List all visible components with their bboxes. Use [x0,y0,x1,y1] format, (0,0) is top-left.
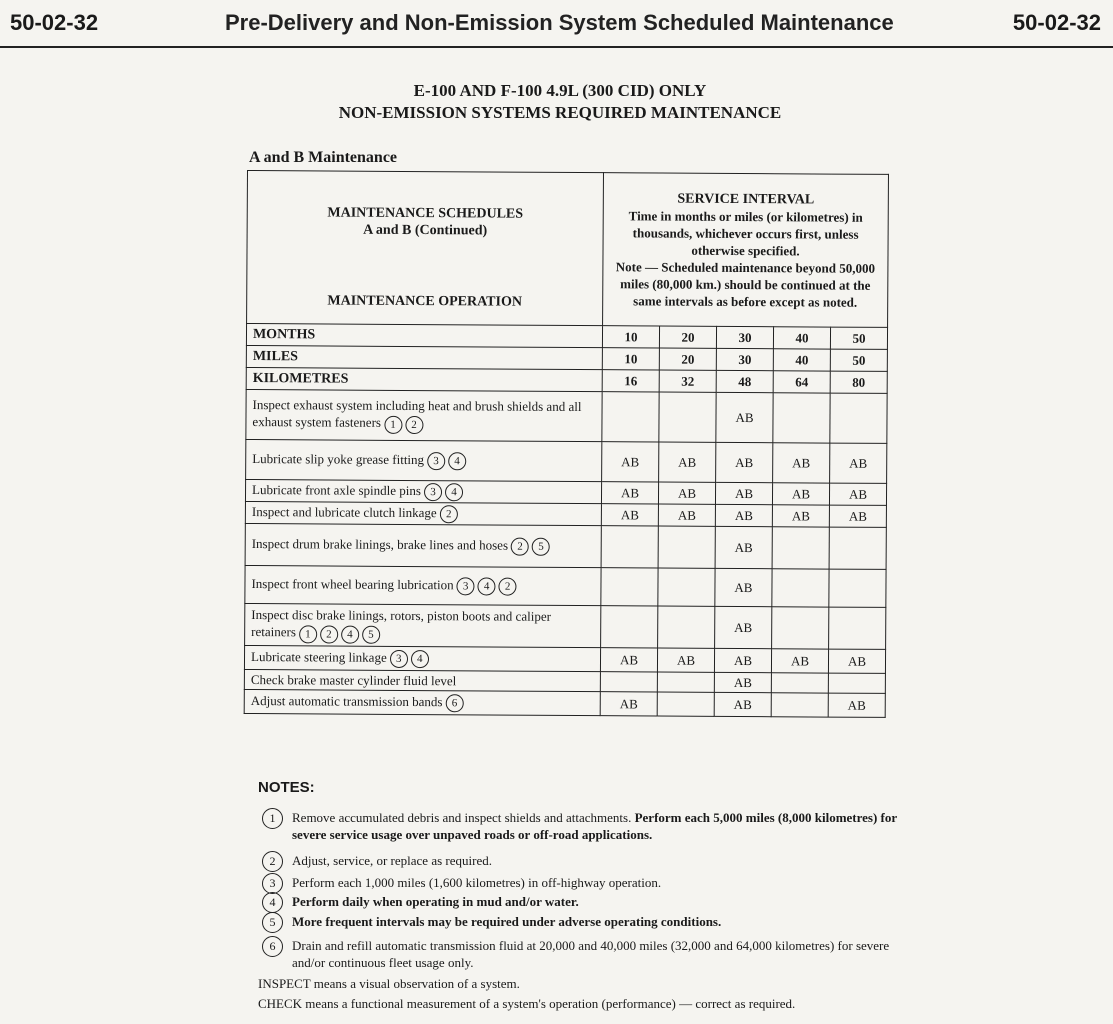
inspect-definition: INSPECT means a visual observation of a system. [258,976,520,991]
unit-value: 40 [773,327,830,349]
interval-cell: AB [772,483,829,505]
interval-cell: AB [602,442,659,482]
maintenance-table [244,170,889,718]
note-text-block [292,937,902,971]
note-ref: 4 [411,650,429,668]
note-bold-text: Perform daily when operating in mud and/or water. [292,894,579,909]
note-number: 4 [262,892,283,913]
table-row [244,689,885,717]
note-number: 2 [262,851,283,872]
interval-cell: AB [715,568,772,606]
unit-value: 40 [773,349,830,371]
page-header-title: Pre-Delivery and Non-Emission System Scheduled Maintenance [225,10,894,35]
operation-text: Inspect disc brake linings, rotors, piston boots and caliper retainers [251,607,551,640]
unit-label: MONTHS [246,324,602,348]
note-text: Remove accumulated debris and inspect shields and attachments. [292,810,632,825]
interval-cell: AB [715,504,772,526]
note-ref: 5 [362,625,380,643]
operation-text: Inspect front wheel bearing lubrication [251,576,454,593]
interval-cell: AB [828,649,885,673]
interval-cell: AB [828,693,885,717]
table-row [246,439,887,483]
note-number: 3 [262,873,283,894]
interval-cell: AB [714,672,771,692]
interval-cell: AB [600,648,657,672]
operation-cell [245,501,601,525]
unit-value: 48 [716,370,773,392]
operation-cell [245,479,601,503]
unit-value: 80 [830,371,887,393]
interval-cell [601,526,658,568]
interval-cell [772,569,829,607]
notes-heading: NOTES: [258,779,315,796]
document-title-line1: E-100 AND F-100 4.9L (300 CID) ONLY [413,81,707,100]
operation-cell [244,689,600,715]
table-row [245,565,886,607]
section-title: A and B Maintenance [249,149,398,166]
note-number: 1 [262,808,283,829]
interval-cell [829,607,886,649]
operation-cell [245,603,601,647]
interval-cell [601,606,658,648]
operation-cell [245,523,601,567]
interval-cell [771,693,828,717]
operation-text: Adjust automatic transmission bands [250,693,443,710]
service-interval-title: SERVICE INTERVAL [677,191,815,207]
operation-title: MAINTENANCE OPERATION [327,293,523,310]
note-ref: 1 [384,415,402,433]
interval-cell: AB [829,483,886,505]
schedules-title-block [248,204,603,240]
operation-cell [244,645,600,671]
service-interval-header [603,173,889,328]
interval-cell: AB [601,504,658,526]
document-title-line2: NON-EMISSION SYSTEMS REQUIRED MAINTENANCE [338,103,782,122]
unit-value: 10 [602,348,659,370]
note-text-block [292,874,902,891]
note-text: Drain and refill automatic transmission fluid at 20,000 and 40,000 miles (32,000 and 64,000 kilometres) for severe and/or continuous fleet usage only. [292,938,890,970]
service-interval-note: Note — Scheduled maintenance beyond 50,000 miles (80,000 km.) should be continued at the same intervals as before except as noted. [615,258,876,310]
interval-cell: AB [772,505,829,527]
interval-cell: AB [658,482,715,504]
operation-text: Lubricate steering linkage [250,649,387,665]
note-text: Perform each 1,000 miles (1,600 kilometres) in off-highway operation. [292,875,662,890]
unit-value: 50 [830,349,887,371]
page-number-right: 50-02-32 [1012,10,1101,35]
note-ref: 2 [405,415,423,433]
interval-cell [772,607,829,649]
interval-cell [658,526,715,568]
unit-value: 20 [659,326,716,348]
note-text-block [292,852,902,869]
interval-cell: AB [715,526,772,568]
interval-cell [829,569,886,607]
interval-cell [658,568,715,606]
interval-cell [657,692,714,716]
page-number-left: 50-02-32 [10,10,99,35]
note-ref: 2 [511,538,529,556]
note-text-block [292,893,902,910]
note-ref: 2 [499,578,517,596]
operation-text: Lubricate slip yoke grease fitting [252,451,425,468]
note-ref: 4 [445,483,463,501]
schedules-title: MAINTENANCE SCHEDULES [327,205,524,222]
note-ref: 6 [445,694,463,712]
note-number: 6 [262,936,283,957]
operation-cell [246,439,602,481]
unit-value: 50 [830,327,887,349]
interval-cell: AB [716,392,773,442]
unit-value: 20 [659,348,716,370]
note-ref: 2 [440,505,458,523]
interval-cell [657,672,714,692]
interval-cell: AB [773,443,830,483]
operation-text: Check brake master cylinder fluid level [250,672,457,689]
note-ref: 4 [448,452,466,470]
interval-cell [601,568,658,606]
unit-value: 16 [602,370,659,392]
note-ref: 3 [427,452,445,470]
unit-value: 10 [602,326,659,348]
table-row [245,523,886,569]
interval-cell: AB [657,648,714,672]
interval-cell [772,527,829,569]
interval-cell: AB [715,606,772,648]
interval-cell [773,393,830,443]
note-ref: 4 [341,625,359,643]
unit-value: 32 [659,370,716,392]
interval-cell [829,527,886,569]
unit-value: 30 [716,348,773,370]
note-text-block [292,809,902,843]
interval-cell [771,673,828,693]
interval-cell [602,392,659,442]
interval-cell: AB [658,504,715,526]
check-definition: CHECK means a functional measurement of a system's operation (performance) — correct as required. [258,996,796,1011]
operation-cell [245,565,601,605]
note-ref: 2 [320,625,338,643]
interval-cell [830,393,887,443]
unit-label: MILES [246,345,602,369]
interval-cell: AB [715,482,772,504]
note-ref: 3 [457,577,475,595]
note-bold-text: More frequent intervals may be required under adverse operating conditions. [292,914,722,929]
interval-cell: AB [714,648,771,672]
table-row [246,389,887,443]
note-number: 5 [262,912,283,933]
interval-cell: AB [714,692,771,716]
interval-cell [600,672,657,692]
note-ref: 3 [424,483,442,501]
note-text-block [292,913,902,930]
operation-cell [246,389,602,441]
interval-cell: AB [601,482,658,504]
unit-value: 30 [716,326,773,348]
operation-text: Inspect and lubricate clutch linkage [251,504,437,521]
unit-value: 64 [773,371,830,393]
note-text: Adjust, service, or replace as required. [292,853,492,868]
interval-cell: AB [659,442,716,482]
note-ref: 4 [478,577,496,595]
note-ref: 5 [532,538,550,556]
operation-cell [244,669,600,691]
document-title [250,80,870,124]
note-ref: 1 [299,625,317,643]
table-row [245,603,886,649]
schedules-header-cell [247,171,604,326]
operation-text: Inspect exhaust system including heat and brush shields and all exhaust system fasteners [252,397,582,431]
interval-cell [828,673,885,693]
interval-cell [658,606,715,648]
table-header-row [247,171,889,328]
interval-cell: AB [771,649,828,673]
interval-cell: AB [830,443,887,483]
page-header [0,0,1113,48]
interval-cell: AB [829,505,886,527]
note-ref: 3 [390,650,408,668]
operation-text: Lubricate front axle spindle pins [252,482,422,499]
interval-cell [659,392,716,442]
interval-cell: AB [716,442,773,482]
note-bold-text: Perform each 5,000 miles (8,000 kilometres) for severe service usage over unpaved roads or off-road applications. [292,810,897,842]
service-interval-desc: Time in months or miles (or kilometres) in thousands, whichever occurs first, unless otherwise specified. [628,207,863,258]
operation-text: Inspect drum brake linings, brake lines and hoses [251,536,509,553]
unit-label: KILOMETRES [246,367,602,391]
schedules-subtitle: A and B (Continued) [363,222,488,239]
interval-cell: AB [600,692,657,716]
